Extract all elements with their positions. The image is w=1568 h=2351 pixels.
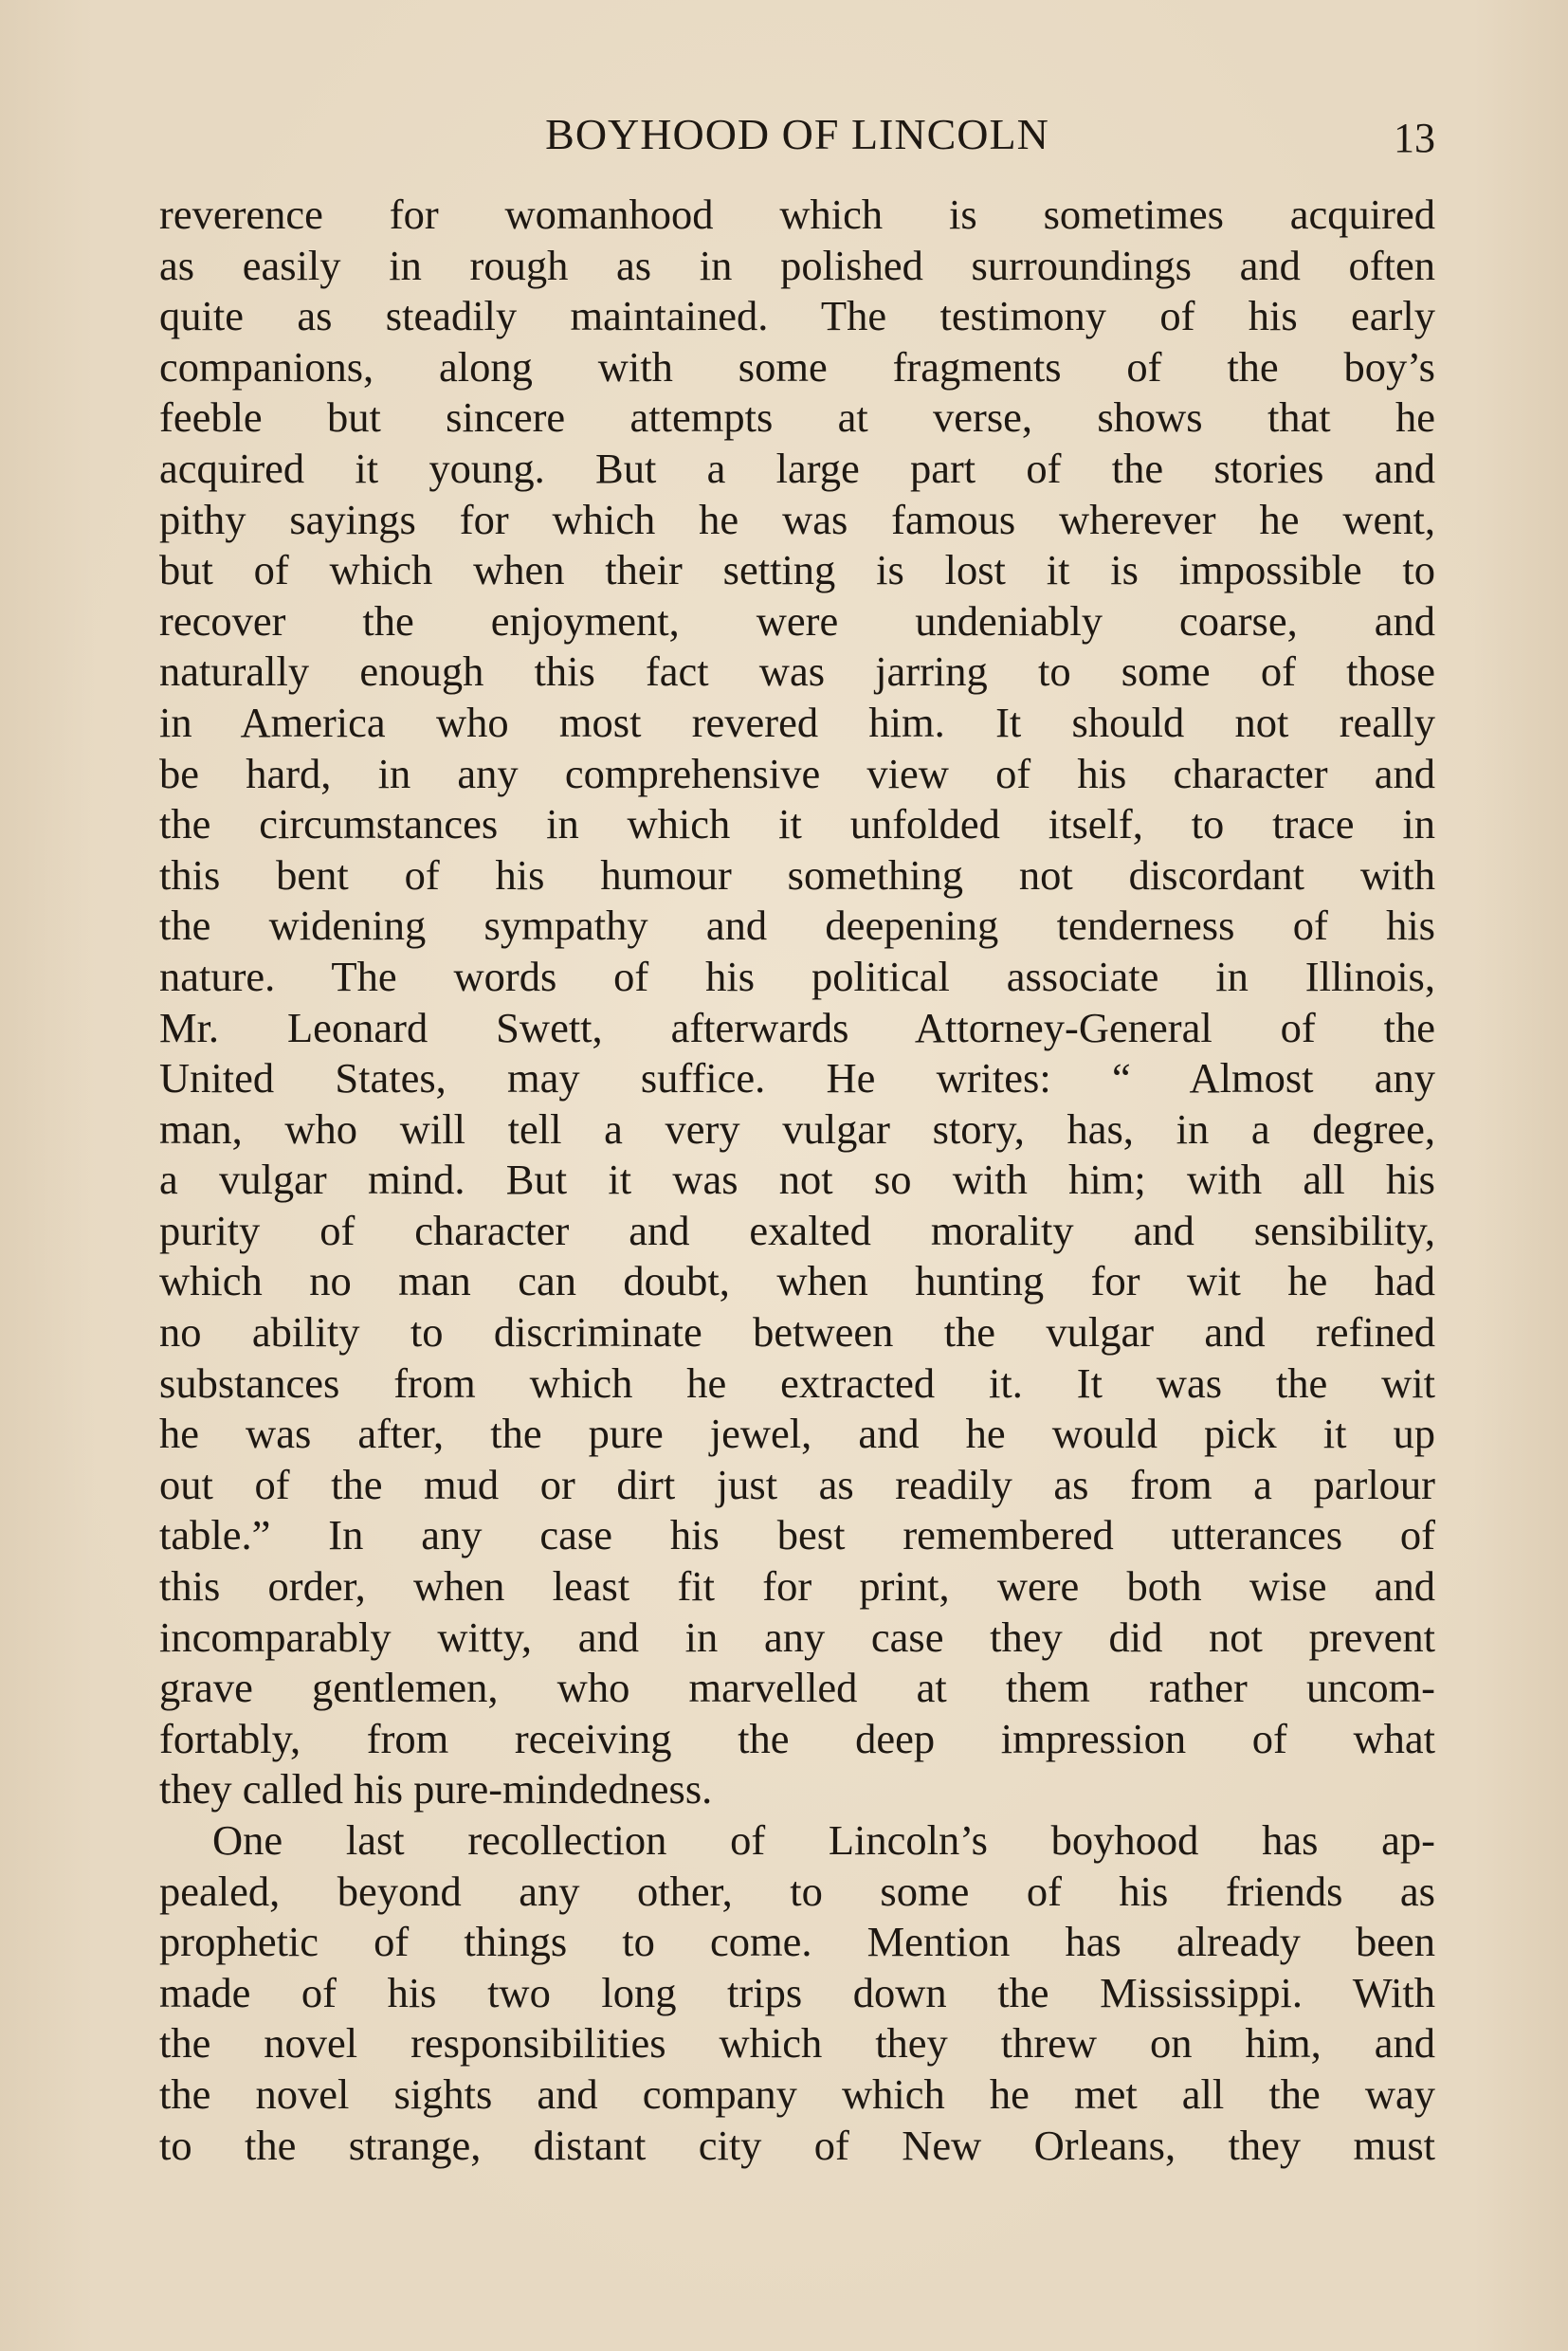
text-line: prophetic of things to come. Mention has already been [159,1918,1435,1966]
text-line: the widening sympathy and deepening tenderness of his [159,902,1435,950]
text-line: incomparably witty, and in any case they did not prevent [159,1613,1435,1661]
text-line: reverence for womanhood which is sometimes acquired [159,191,1435,238]
text-line: out of the mud or dirt just as readily as from a parlour [159,1460,1435,1508]
text-line: in America who most revered him. It should not really [159,698,1435,746]
text-line: which no man can doubt, when hunting for wit he had [159,1257,1435,1305]
text-line: as easily in rough as in polished surroundings and often [159,241,1435,289]
text-line: companions, along with some fragments of the boy’s [159,342,1435,391]
text-line: they called his pure-mindedness. [159,1765,713,1813]
paragraph [159,190,1435,1815]
text-line: he was after, the pure jewel, and he would pick it up [159,1410,1435,1458]
running-title: BOYHOOD OF LINCOLN [545,110,1049,158]
text-line: nature. The words of his political associate in Illinois, [159,952,1435,1000]
text-line: acquired it young. But a large part of the stories and [159,444,1435,492]
text-line: the novel responsibilities which they threw on him, and [159,2019,1435,2068]
text-line: quite as steadily maintained. The testimony of his early [159,292,1435,340]
paragraph [159,1815,1435,2171]
body-text [159,190,1435,2171]
text-line: substances from which he extracted it. It was the wit [159,1358,1435,1407]
text-line: pealed, beyond any other, to some of his friends as [159,1867,1435,1915]
page-number: 13 [1394,115,1435,161]
text-line: be hard, in any comprehensive view of his character and [159,749,1435,797]
text-line: made of his two long trips down the Mississippi. With [159,1968,1435,2016]
text-line: no ability to discriminate between the vulgar and refined [159,1308,1435,1357]
text-line: the circumstances in which it unfolded itself, to trace in [159,800,1435,848]
text-line: pithy sayings for which he was famous wherever he went, [159,495,1435,543]
text-line: but of which when their setting is lost it is impossible to [159,546,1435,594]
text-line: United States, may suffice. He writes: “ Almost any [159,1054,1435,1103]
text-line: this bent of his humour something not discordant with [159,850,1435,899]
text-line: One last recollection of Lincoln’s boyhood has ap- [212,1816,1435,1864]
text-line: to the strange, distant city of New Orleans, they must [159,2121,1435,2169]
text-line: man, who will tell a very vulgar story, has, in a degree, [159,1104,1435,1153]
text-line: naturally enough this fact was jarring to some of those [159,647,1435,696]
text-line: feeble but sincere attempts at verse, shows that he [159,393,1435,442]
text-line: table.” In any case his best remembered utterances of [159,1511,1435,1559]
text-line: a vulgar mind. But it was not so with him; with all his [159,1156,1435,1204]
text-line: Mr. Leonard Swett, afterwards Attorney-General of the [159,1003,1435,1051]
text-line: fortably, from receiving the deep impression of what [159,1714,1435,1762]
text-line: recover the enjoyment, were undeniably coarse, and [159,596,1435,645]
text-line: purity of character and exalted morality and sensibility, [159,1206,1435,1254]
text-line: the novel sights and company which he met all the way [159,2069,1435,2118]
text-line: this order, when least fit for print, were both wise and [159,1562,1435,1611]
running-head [159,106,1435,163]
text-line: grave gentlemen, who marvelled at them rather uncom- [159,1664,1435,1712]
